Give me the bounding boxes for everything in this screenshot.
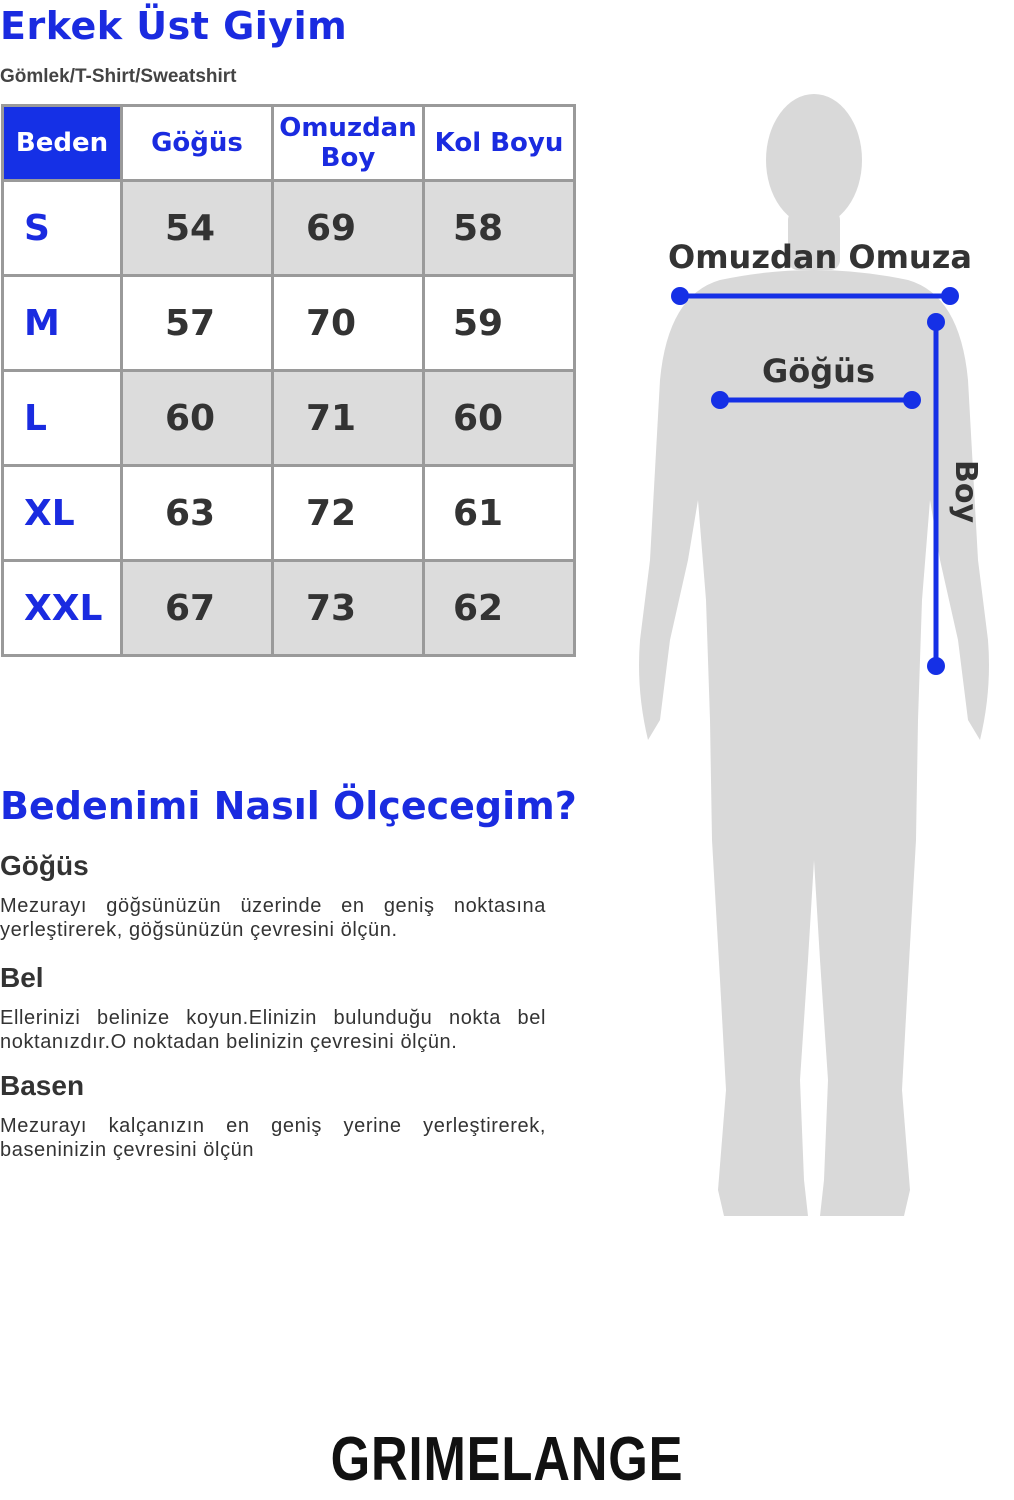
section-text-gogus: Mezurayı göğsünüzün üzerinde en geniş noktasına yerleştirerek, göğsünüzün çevresini ölçün. <box>0 895 546 941</box>
shoulder-right-dot <box>941 287 959 305</box>
header-beden: Beden <box>3 106 122 181</box>
size-cell: L <box>3 371 122 466</box>
kol-boyu-cell: 59 <box>424 276 575 371</box>
page-subtitle: Gömlek/T-Shirt/Sweatshirt <box>0 66 237 87</box>
shoulder-left-dot <box>671 287 689 305</box>
size-cell: S <box>3 181 122 276</box>
section-heading-bel: Bel <box>0 962 44 993</box>
omuzdan-boy-cell: 71 <box>273 371 424 466</box>
table-header-row <box>3 106 575 181</box>
shoulder-label: Omuzdan Omuza <box>668 238 972 276</box>
section-text-basen: Mezurayı kalçanızın en geniş yerine yerleştirerek, baseninizin çevresini ölçün <box>0 1115 546 1161</box>
gogus-cell: 57 <box>122 276 273 371</box>
table-row <box>3 371 575 466</box>
header-omuzdan-boy-label: Omuzdan Boy <box>279 113 417 173</box>
header-gogus: Göğüs <box>122 106 273 181</box>
brand-logo: GRIMELANGE <box>330 1425 684 1494</box>
chest-left-dot <box>711 391 729 409</box>
kol-boyu-cell: 61 <box>424 466 575 561</box>
kol-boyu-cell: 62 <box>424 561 575 656</box>
table-row <box>3 276 575 371</box>
omuzdan-boy-cell: 69 <box>273 181 424 276</box>
header-omuzdan-boy <box>273 106 424 181</box>
chest-label: Göğüs <box>762 352 875 390</box>
omuzdan-boy-cell: 72 <box>273 466 424 561</box>
body-silhouette-figure <box>600 80 1014 1230</box>
omuzdan-boy-cell: 73 <box>273 561 424 656</box>
section-text-bel: Ellerinizi belinize koyun.Elinizin bulunduğu nokta bel noktanızdır.O noktadan belinizin çevresini ölçün. <box>0 1007 546 1053</box>
length-top-dot <box>927 313 945 331</box>
table-row <box>3 181 575 276</box>
table-row <box>3 466 575 561</box>
gogus-cell: 54 <box>122 181 273 276</box>
table-row <box>3 561 575 656</box>
size-table <box>1 104 576 657</box>
gogus-cell: 63 <box>122 466 273 561</box>
page-title: Erkek Üst Giyim <box>0 4 348 48</box>
header-kol-boyu: Kol Boyu <box>424 106 575 181</box>
size-cell: M <box>3 276 122 371</box>
size-cell: XL <box>3 466 122 561</box>
gogus-cell: 67 <box>122 561 273 656</box>
guide-title: Bedenimi Nasıl Ölçecegim? <box>0 784 577 828</box>
kol-boyu-cell: 58 <box>424 181 575 276</box>
length-bottom-dot <box>927 657 945 675</box>
size-cell: XXL <box>3 561 122 656</box>
omuzdan-boy-cell: 70 <box>273 276 424 371</box>
kol-boyu-cell: 60 <box>424 371 575 466</box>
chest-right-dot <box>903 391 921 409</box>
gogus-cell: 60 <box>122 371 273 466</box>
length-label: Boy <box>948 460 983 524</box>
section-heading-gogus: Göğüs <box>0 850 89 881</box>
section-heading-basen: Basen <box>0 1070 85 1101</box>
